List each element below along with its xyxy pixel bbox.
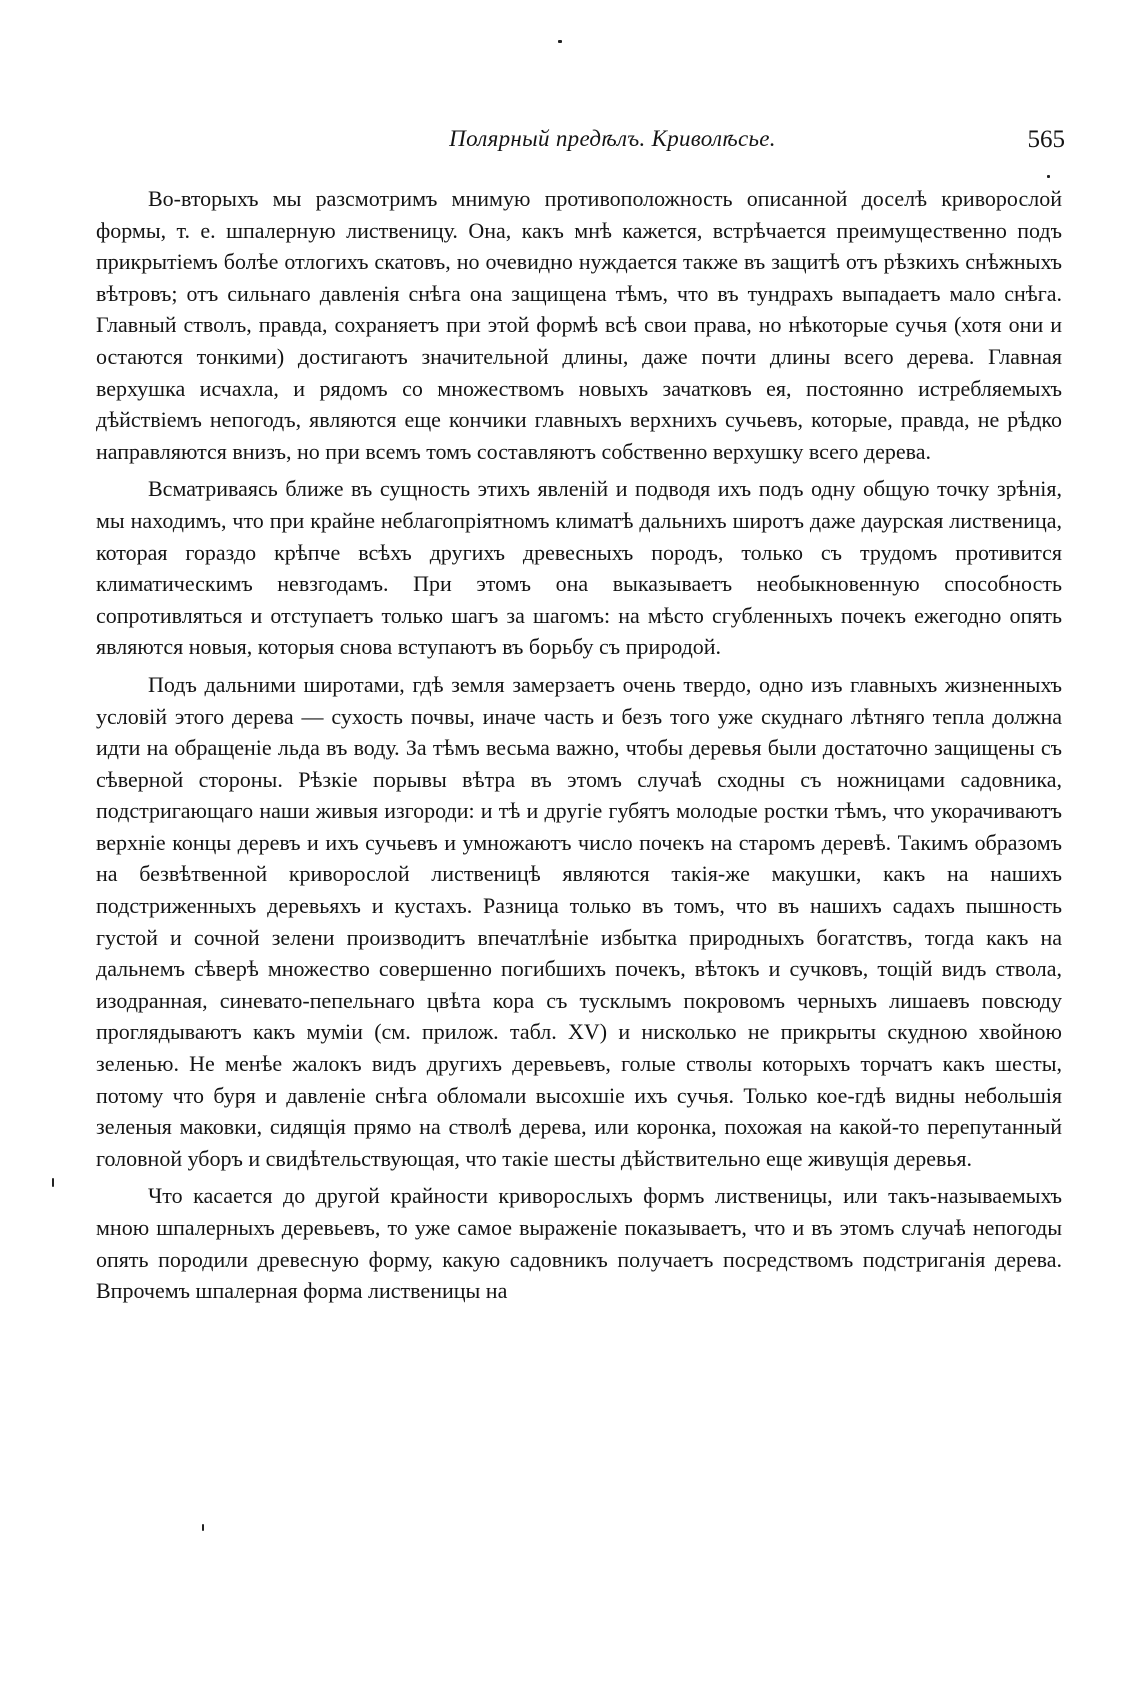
paragraph: Во-вторыхъ мы разсмотримъ мнимую противоположность описанной доселѣ криворослой формы, т. е. шпалерную лиственицу. Она, какъ мнѣ кажется, встрѣчается преимущественно подъ прикрытіемъ болѣе отлогихъ скатовъ, но очевидно нуждается также въ защитѣ отъ рѣзкихъ снѣжныхъ вѣтровъ; отъ сильнаго давленія снѣга она защищена тѣмъ, что въ тундрахъ выпадаетъ мало снѣга. Главный стволъ, правда, сохраняетъ при этой формѣ всѣ свои права, но нѣкоторые сучья (хотя они и остаются тонкими) достигаютъ значительной длины, даже почти длины всего дерева. Главная верхушка исчахла, и рядомъ со множествомъ новыхъ зачатковъ ея, постоянно истребляемыхъ дѣйствіемъ непогодъ, являются еще кончики главныхъ верхнихъ сучьевъ, которые, правда, не рѣдко направляются внизъ, но при всемъ томъ составляютъ собственно верхушку всего дерева. (96, 186, 1062, 464)
paragraph: Подъ дальними широтами, гдѣ земля замерзаетъ очень твердо, одно изъ главныхъ жизненныхъ условій этого дерева — сухость почвы, иначе часть и безъ того уже скуднаго лѣтняго тепла должна идти на обращеніе льда въ воду. За тѣмъ весьма важно, чтобы деревья были достаточно защищены съ сѣверной стороны. Рѣзкіе порывы вѣтра въ этомъ случаѣ сходны съ ножницами садовника, подстригающаго наши живыя изгороди: и тѣ и другіе губятъ молодые ростки тѣмъ, что укорачиваютъ верхніе концы деревъ и ихъ сучьевъ и умножаютъ число почекъ на старомъ деревѣ. Такимъ образомъ на безвѣтвенной криворослой лиственицѣ являются такія-же макушки, какъ на нашихъ подстриженныхъ деревьяхъ и кустахъ. Разница только въ томъ, что въ нашихъ садахъ пышность густой и сочной зелени производитъ впечатлѣніе избытка природныхъ богатствъ, тогда какъ на дальнемъ сѣверѣ множество совершенно погибшихъ почекъ, вѣтокъ и сучковъ, тощій видъ ствола, изодранная, синевато-пепельнаго цвѣта кора съ тусклымъ покровомъ черныхъ лишаевъ повсюду проглядываютъ какъ муміи (см. прилож. табл. XV) и нисколько не прикрыты скудною хвойною зеленью. Не менѣе жалокъ видъ другихъ деревьевъ, голые стволы которыхъ торчатъ какъ шесты, потому что буря и давленіе снѣга обломали высохшіе ихъ сучья. Только кое-гдѣ видны небольшія зеленыя маковки, сидящія прямо на стволѣ дерева, или коронка, похожая на какой-то перепутанный головной уборъ и свидѣтельствующая, что такіе шесты дѣйствительно еще живущія деревья. (96, 671, 1062, 1171)
running-head: Полярный предѣлъ. Криволѣсье. (449, 126, 776, 151)
scan-speck (202, 1524, 204, 1531)
scan-speck (558, 40, 562, 43)
scan-speck (1047, 175, 1050, 178)
page-number: 565 (1027, 126, 1065, 153)
paragraph: Что касается до другой крайности криворослыхъ формъ лиственицы, или такъ-называемыхъ мною шпалерныхъ деревьевъ, то уже самое выраженіе показываетъ, что и въ этомъ случаѣ непогоды опять породили древесную форму, какую садовникъ получаетъ посредствомъ подстриганія дерева. Впрочемъ шпалерная форма лиственицы на (96, 1183, 1062, 1304)
paragraph: Всматриваясь ближе въ сущность этихъ явленій и подводя ихъ подъ одну общую точку зрѣнія, мы находимъ, что при крайне неблагопріятномъ климатѣ дальнихъ широтъ даже даурская лиственица, которая гораздо крѣпче всѣхъ другихъ древесныхъ породъ, только съ трудомъ противится климатическимъ невзгодамъ. При этомъ она выказываетъ необыкновенную способность сопротивляться и отступаетъ только шагъ за шагомъ: на мѣсто сгубленныхъ почекъ ежегодно опять являются новыя, которыя снова вступаютъ въ борьбу съ природой. (96, 476, 1062, 660)
scan-speck (52, 1178, 54, 1187)
body-text (96, 183, 1062, 1313)
page-header (160, 126, 1065, 158)
